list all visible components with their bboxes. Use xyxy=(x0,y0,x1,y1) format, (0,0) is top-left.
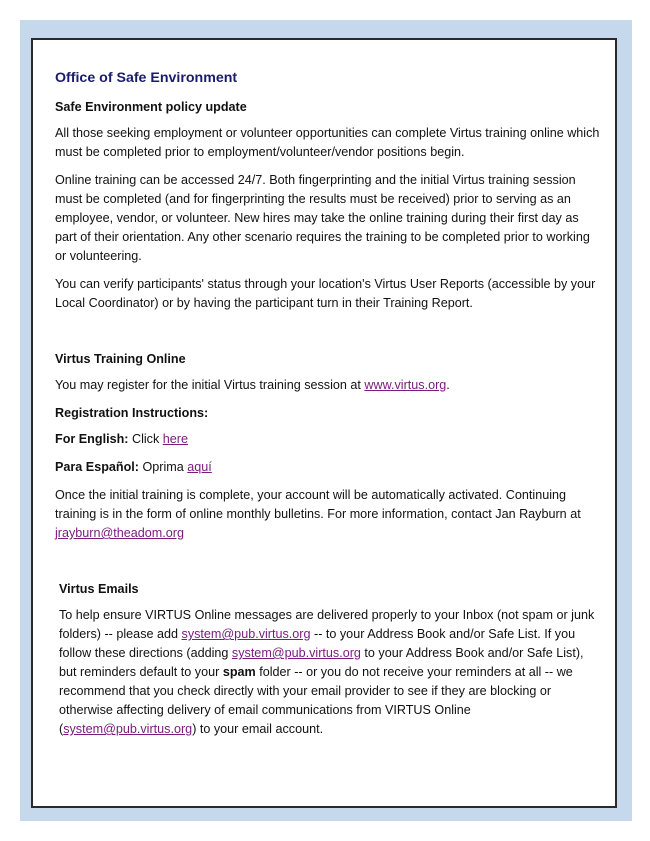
register-end: . xyxy=(446,378,450,392)
virtus-training-heading: Virtus Training Online xyxy=(55,352,186,366)
virtus-emails-paragraph xyxy=(59,606,603,739)
virtus-emails-section xyxy=(55,580,603,739)
virtus-website-link[interactable]: www.virtus.org xyxy=(364,378,447,392)
emails-text-4: folder -- or you do not receive your reminders at all -- we recommend that you check directly with your email provider to see if they are blocking or otherwise affecting delivery of email communications from VIRTUS Online ( xyxy=(59,665,573,736)
virtus-emails-heading: Virtus Emails xyxy=(59,582,139,596)
spanish-label: Para Español: xyxy=(55,460,139,474)
emails-text-2: -- to your Address Book and/or Safe List. If you follow these directions (adding xyxy=(59,627,576,660)
register-text: You may register for the initial Virtus training session at xyxy=(55,378,365,392)
policy-paragraph-2: Online training can be accessed 24/7. Both fingerprinting and the initial Virtus training session must be completed (and for fingerprinting the results must be received) prior to serving as an employee, vendor, or volunteer. New hires may take the online training during their first day as part of their orientation. Any other scenario requires the training to be completed prior to working or volunteering. xyxy=(55,173,590,263)
emails-text-3: to your Address Book and/or Safe List), but reminders default to your xyxy=(59,646,584,679)
spanish-text: Oprima xyxy=(139,460,188,474)
document-box xyxy=(31,38,617,808)
registration-instructions-heading: Registration Instructions: xyxy=(55,406,209,420)
emails-text-1: To help ensure VIRTUS Online messages are delivered properly to your Inbox (not spam or junk folders) -- please add xyxy=(59,608,595,641)
completion-text: Once the initial training is complete, your account will be automatically activated. Continuing training is in the form of online monthly bulletins. For more information, contact Jan Rayburn at xyxy=(55,488,581,521)
english-text: Click xyxy=(128,432,163,446)
policy-paragraph-1: All those seeking employment or volunteer opportunities can complete Virtus training online which must be completed prior to employment/volunteer/vendor positions begin. xyxy=(55,126,600,159)
system-email-link-2[interactable]: system@pub.virtus.org xyxy=(231,646,361,660)
spam-bold: spam xyxy=(222,665,256,679)
spanish-aqui-link[interactable]: aquí xyxy=(187,460,212,474)
policy-update-heading: Safe Environment policy update xyxy=(55,100,247,114)
page-frame xyxy=(20,20,632,821)
spacer xyxy=(55,322,603,350)
english-label: For English: xyxy=(55,432,129,446)
english-here-link[interactable]: here xyxy=(162,432,188,446)
spacer xyxy=(55,552,603,580)
english-line xyxy=(55,430,603,449)
completion-paragraph xyxy=(55,486,603,543)
system-email-link-3[interactable]: system@pub.virtus.org xyxy=(63,722,193,736)
document-content xyxy=(55,68,603,748)
emails-text-5: ) to your email account. xyxy=(192,722,324,736)
system-email-link-1[interactable]: system@pub.virtus.org xyxy=(181,627,311,641)
contact-email-link[interactable]: jrayburn@theadom.org xyxy=(55,526,184,540)
page-title: Office of Safe Environment xyxy=(55,70,238,86)
policy-paragraph-3: You can verify participants' status through your location's Virtus User Reports (accessible by your Local Coordinator) or by having the participant turn in their Training Report. xyxy=(55,277,596,310)
register-paragraph xyxy=(55,376,603,395)
spanish-line xyxy=(55,458,603,477)
